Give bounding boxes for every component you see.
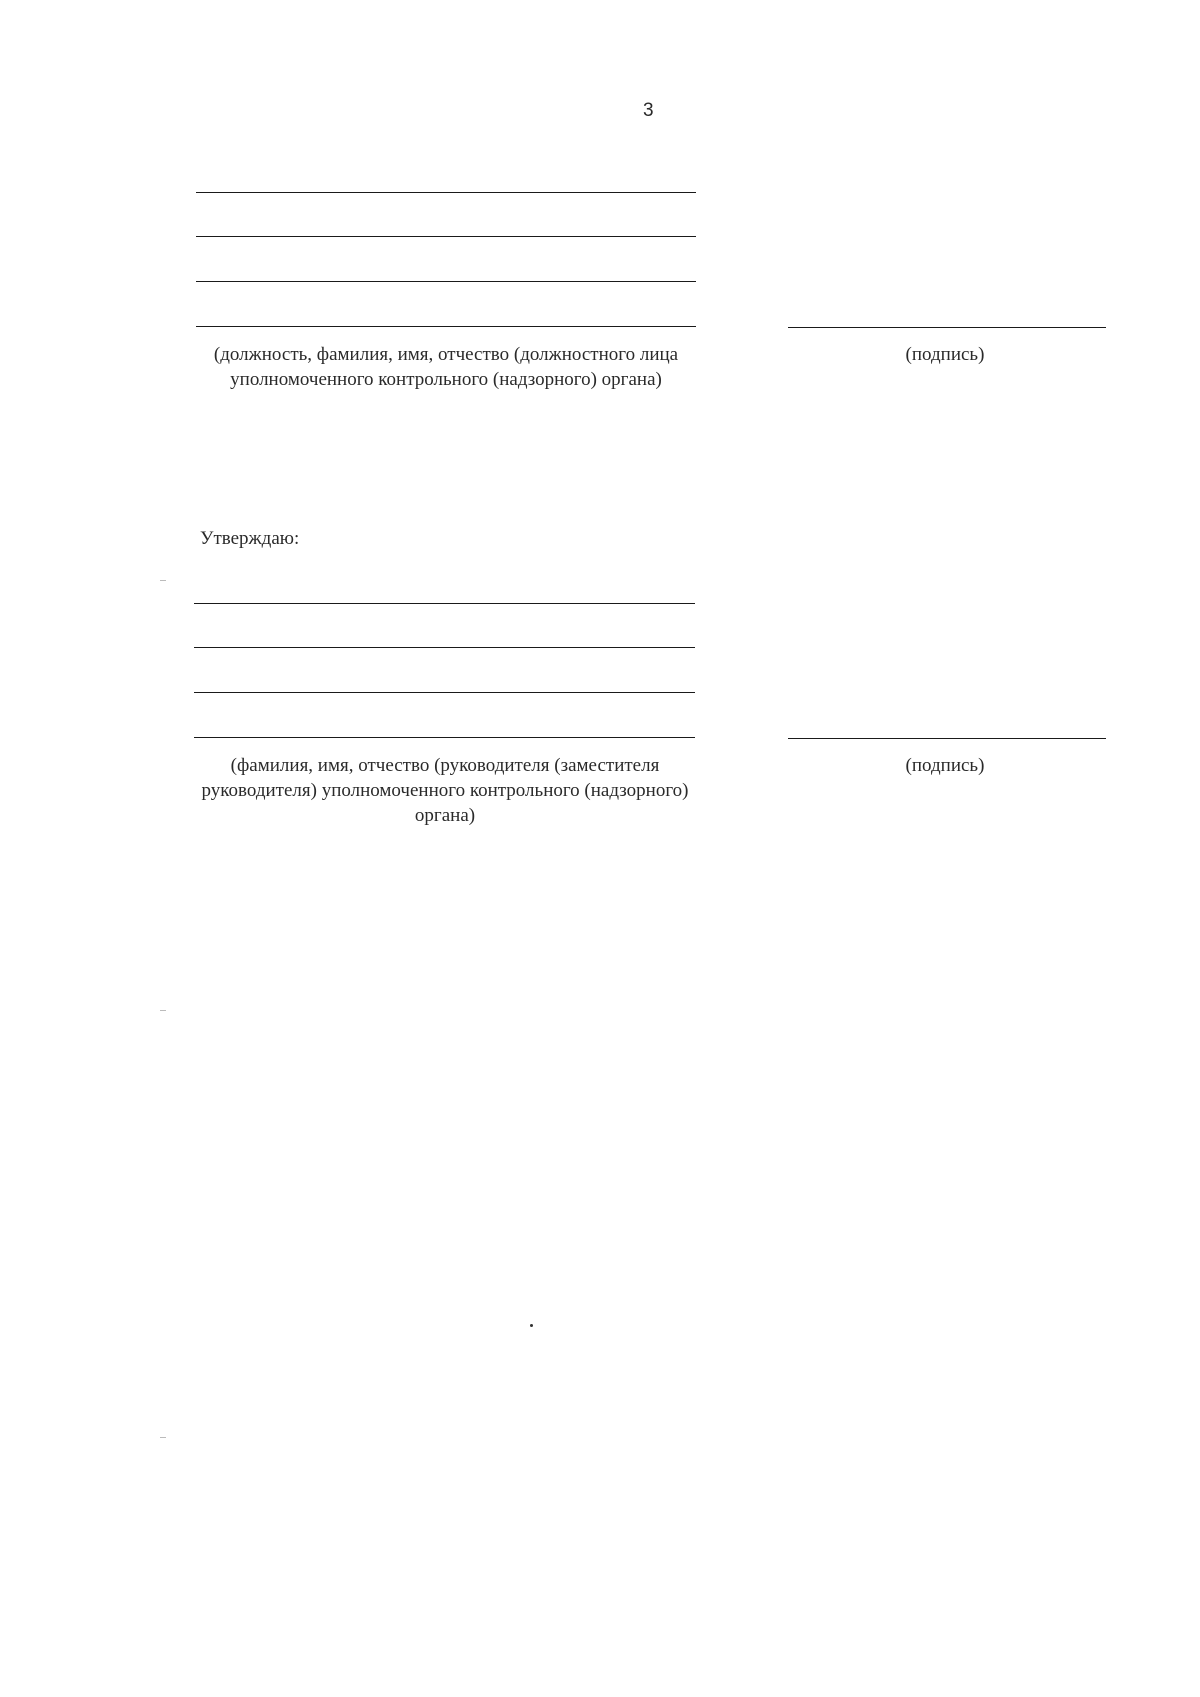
scan-speck bbox=[530, 1324, 533, 1327]
name-line-1 bbox=[196, 192, 696, 193]
scan-mark bbox=[160, 580, 166, 581]
signature-caption-2: (подпись) bbox=[905, 755, 985, 776]
head-name-line-1 bbox=[194, 603, 695, 604]
signature-caption-1: (подпись) bbox=[905, 344, 985, 365]
name-line-2 bbox=[196, 236, 696, 237]
head-caption: (фамилия, имя, отчество (руководителя (заместителя руководителя) уполномоченного контрольного (надзорного) органа) bbox=[201, 755, 689, 826]
page-number: 3 bbox=[643, 100, 654, 121]
head-name-line-2 bbox=[194, 647, 695, 648]
name-line-4 bbox=[196, 326, 696, 327]
scan-mark bbox=[160, 1010, 166, 1011]
scan-mark bbox=[160, 1437, 166, 1438]
name-line-3 bbox=[196, 281, 696, 282]
head-name-line-4 bbox=[194, 737, 695, 738]
approve-heading: Утверждаю: bbox=[200, 528, 300, 549]
signature-line-2 bbox=[788, 738, 1106, 739]
official-caption: (должность, фамилия, имя, отчество (должностного лица уполномоченного контрольного (надзорного) органа) bbox=[213, 344, 679, 390]
signature-line-1 bbox=[788, 327, 1106, 328]
head-name-line-3 bbox=[194, 692, 695, 693]
